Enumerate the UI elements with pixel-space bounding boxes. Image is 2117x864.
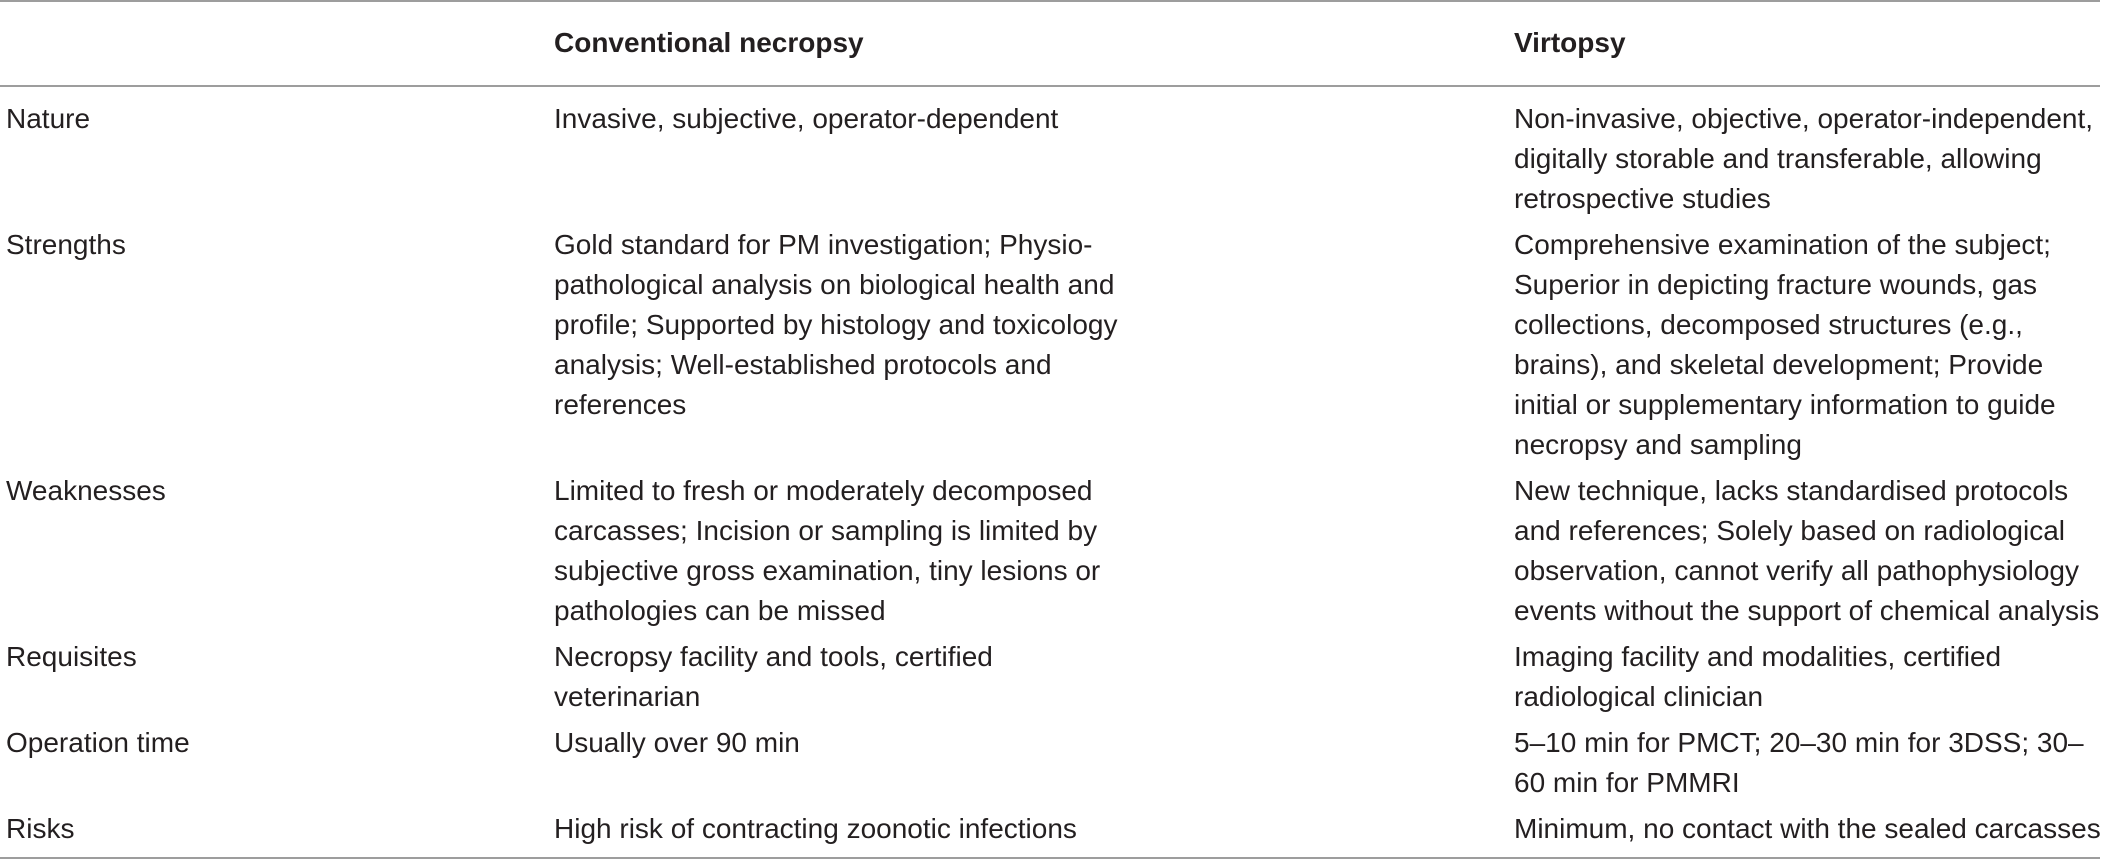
conventional-text: Usually over 90 min	[554, 727, 800, 758]
virtopsy-text: Imaging facility and modalities, certified radiological clinician	[1514, 641, 2002, 712]
table-row-nature	[0, 86, 2100, 225]
header-conventional-necropsy: Conventional necropsy	[554, 27, 864, 58]
header-row	[0, 1, 2100, 86]
table-row-strengths	[0, 225, 2100, 471]
table-row-weaknesses	[0, 471, 2100, 637]
row-label: Risks	[6, 813, 75, 844]
virtopsy-cell	[1514, 809, 2100, 858]
virtopsy-cell	[1514, 471, 2100, 637]
virtopsy-cell	[1514, 637, 2100, 723]
conventional-text: Necropsy facility and tools, certified veterinarian	[554, 641, 993, 712]
virtopsy-text: New technique, lacks standardised protocols and references; Solely based on radiological observation, cannot verify all pathophysiology events without the support of chemical analysis	[1514, 475, 2100, 626]
table-row-requisites	[0, 637, 2100, 723]
conventional-text: High risk of contracting zoonotic infections	[554, 813, 1077, 844]
row-label: Strengths	[6, 229, 126, 260]
row-label: Operation time	[6, 727, 190, 758]
conventional-text: Gold standard for PM investigation; Physio-pathological analysis on biological health and profile; Supported by histology and toxicology analysis; Well-established protocols and references	[554, 229, 1118, 420]
conventional-cell	[554, 637, 1514, 723]
table-row-operation-time	[0, 723, 2100, 809]
virtopsy-cell	[1514, 225, 2100, 471]
conventional-cell	[554, 809, 1514, 858]
virtopsy-cell	[1514, 723, 2100, 809]
virtopsy-text: 5–10 min for PMCT; 20–30 min for 3DSS; 30–60 min for PMMRI	[1514, 727, 2084, 798]
table-header	[0, 1, 2100, 86]
virtopsy-text: Non-invasive, objective, operator-independent, digitally storable and transferable, allowing retrospective studies	[1514, 103, 2094, 214]
row-label: Requisites	[6, 641, 137, 672]
conventional-text: Invasive, subjective, operator-dependent	[554, 103, 1059, 134]
virtopsy-text: Comprehensive examination of the subject; Superior in depicting fracture wounds, gas collections, decomposed structures (e.g., brains), and skeletal development; Provide initial or supplementary information to guide necropsy and sampling	[1514, 229, 2056, 460]
conventional-cell	[554, 723, 1514, 809]
table-row-risks	[0, 809, 2100, 858]
virtopsy-text: Minimum, no contact with the sealed carcasses	[1514, 813, 2101, 844]
conventional-cell	[554, 471, 1514, 637]
table-body	[0, 86, 2100, 858]
row-label: Nature	[6, 103, 91, 134]
conventional-text: Limited to fresh or moderately decomposed carcasses; Incision or sampling is limited by subjective gross examination, tiny lesions or pathologies can be missed	[554, 475, 1101, 626]
conventional-cell	[554, 86, 1514, 225]
conventional-cell	[554, 225, 1514, 471]
virtopsy-cell	[1514, 86, 2100, 225]
header-row-label-column	[0, 1, 554, 86]
row-label: Weaknesses	[6, 475, 166, 506]
header-virtopsy: Virtopsy	[1514, 27, 1626, 58]
